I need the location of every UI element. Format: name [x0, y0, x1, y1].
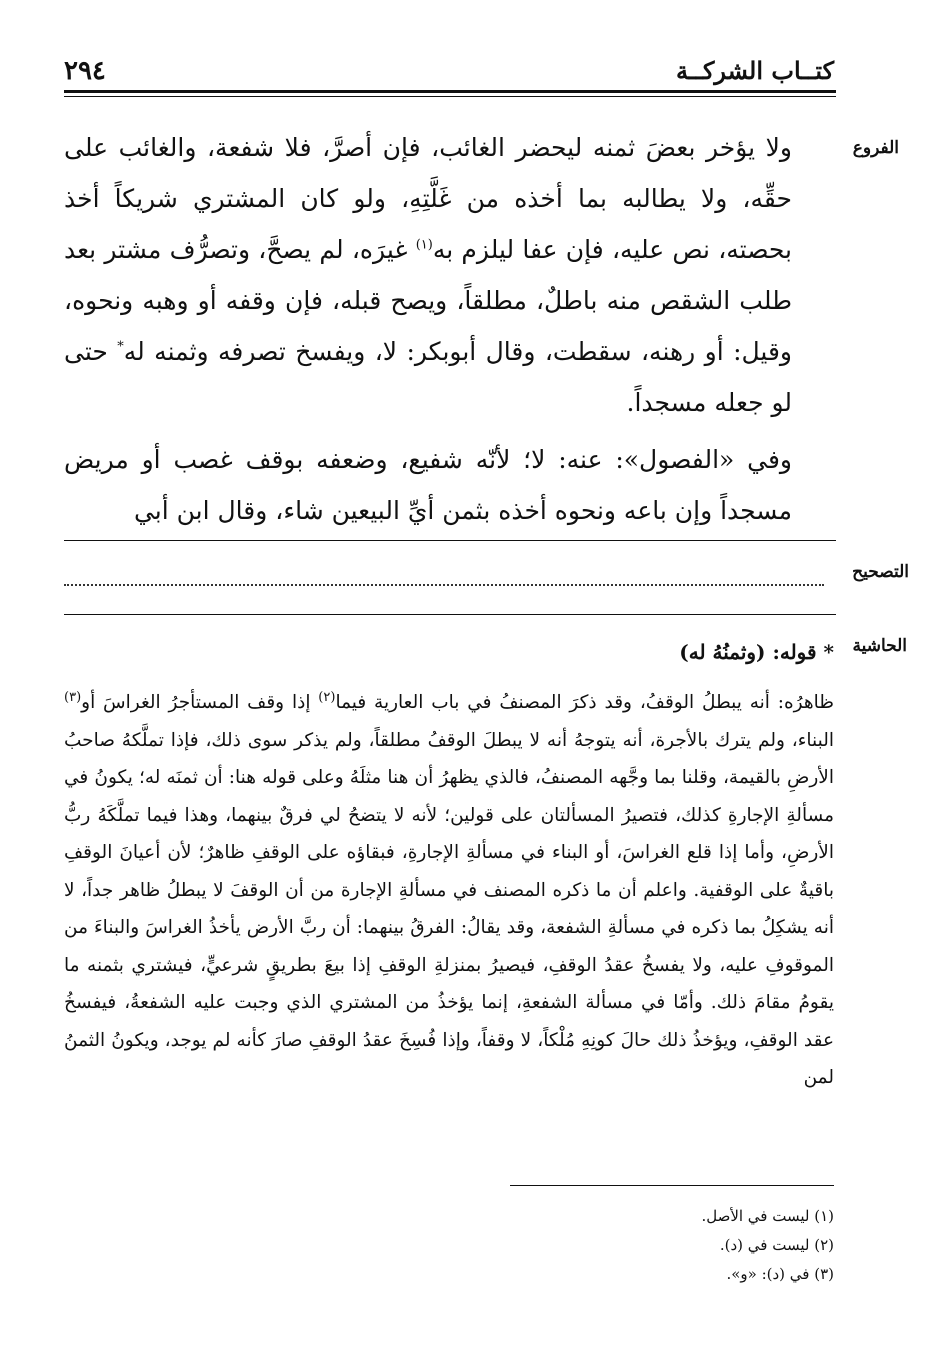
footnote-2: (٢) ليست في (د). — [719, 1236, 834, 1254]
footnote-ref-2: (٢) — [318, 689, 336, 705]
hashiya-text — [64, 684, 834, 1097]
book-title: كتــاب الشركــة — [676, 56, 834, 85]
main-paragraph-1: ولا يؤخر بعضَ ثمنه ليحضر الغائب، فإن أصرَّ، فلا شفعة، والغائب على حقِّه، ولا يطالبه بما أخذه من غَلَّتِهِ، ولو كان المشتري شريكاً أخذ بحصته، نص عليه، فإن عفا ليلزم به$^{(١)}$ غيرَه، لم يصحَّ، وتصرُّف مشتر بعد طلب الشقص منه باطلٌ، مطلقاً، ويصح قبله، فإن وقفه أو وهبه ونحوه، وقيل: أو رهنه، سقطت، وقال أبوبكر: لا، ويفسخ تصرفه وثمنه له* حتى لو جعله مسجداً. — [64, 133, 793, 417]
hashiya-heading: * قوله: (وثمنُهُ له) — [679, 640, 834, 664]
label-hashiya: الحاشية — [852, 636, 907, 656]
asterisk-ref: * — [117, 339, 124, 355]
footnote-rule — [510, 1185, 834, 1186]
divider-bottom — [64, 614, 836, 615]
tashih-dotted-line — [64, 570, 824, 586]
divider-top — [64, 540, 836, 541]
main-paragraph-2: وفي «الفصول»: عنه: لا؛ لأنّه شفيع، وضعفه بوقف غصب أو مريض مسجداً وإن باعه ونحوه أخذه بثمن أيِّ البيعين شاء، وقال ابن أبي — [64, 445, 792, 525]
header-rule-thin — [64, 96, 836, 97]
footnote-ref-3: (٣) — [64, 689, 82, 705]
footnote-3: (٣) في (د): «و». — [726, 1265, 834, 1283]
footnotes — [701, 1202, 834, 1289]
footnote-1: (١) ليست في الأصل. — [701, 1207, 834, 1225]
page-number: ٢٩٤ — [64, 56, 106, 86]
page-header — [64, 56, 834, 86]
label-tashih: التصحيح — [852, 562, 909, 582]
footnote-ref-1: (١) — [415, 237, 433, 253]
hashiya-paragraph: ظاهرُه: أنه يبطلُ الوقفُ، وقد ذكرَ المصنفُ في باب العارية فيما$^{(٢)}$ إذا وقف المستأجرُ الغراسَ أو$^{(٣)}$ البناء، ولم يترك بالأجرة، أنه يتوجهُ أنه لا يبطلَ الوقفُ مطلقاً، ولم يذكر سوى ذلك، فإذا تملَّكهُ صاحبُ الأرضِ بالقيمة، وقلنا بما وجَّهه المصنفُ، فالذي يظهرُ أن هنا مثلَهُ وعلى قوله هنا: أن ثمنَه له؛ يكونُ في مسألةِ الإجارةِ كذلك، فتصيرُ المسألتان على قولين؛ لأنه لا يتضحُ لي فرقٌ بينهما، وهذا فيما تملَّكَهُ ربُّ الأرضِ، وأما إذا قلع الغراسَ، أو البناء في مسألةِ الإجارةِ، فبقاؤه على الوقفِ ظاهرٌ؛ لأن أعيانَ الوقفِ باقيةٌ على الوقفية. واعلم أن ما ذكره المصنف في مسألةِ الإجارة من أن الوقفَ لا يبطلُ ظاهر جداً، لا أنه يشكِلُ بما ذكره في مسألةِ الشفعة، وقد يقالُ: الفرقُ بينهما: أن ربَّ الأرض يأخذُ الغراسَ والبناءَ من الموقوفِ عليه، ولا يفسخُ عقدُ الوقفِ، فيصيرُ بمنزلةِ الوقفِ إذا بيعَ بطريقٍ شرعيٍّ، فيشتري بثمنه ما يقومُ مقامَ ذلك. وأمّا في مسألة الشفعةِ، إنما يؤخذُ من المشتري الذي وجبت عليه الشفعةُ، فيفسخُ عقد الوقفِ، ويؤخذُ ذلك حالَ كونِهِ مُلْكاً، لا وقفاً، وإذا فُسِخَ عقدُ الوقفِ صارَ كأنه لم يوجد، ويكونُ الثمنُ لمن — [64, 689, 834, 1088]
header-rule-thick — [64, 90, 836, 93]
label-furu: الفروع — [852, 138, 899, 158]
main-text — [64, 122, 834, 542]
